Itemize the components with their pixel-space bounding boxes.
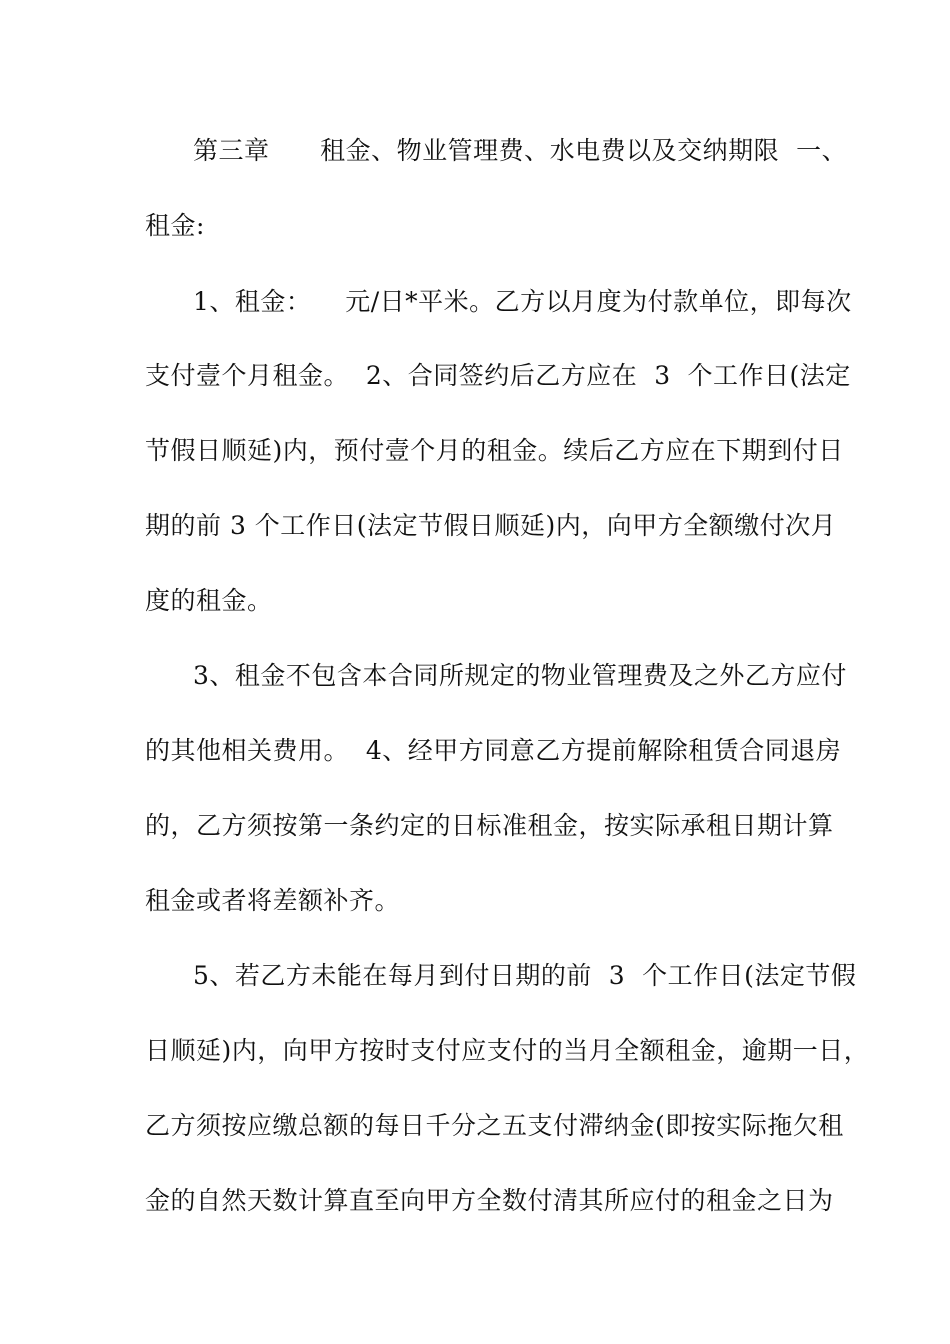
text-line: 租金: — [145, 211, 205, 240]
text-line: 5、若乙方未能在每月到付日期的前 3 个工作日(法定节假 — [193, 961, 857, 990]
text-line: 支付壹个月租金。 2、合同签约后乙方应在 3 个工作日(法定 — [145, 361, 851, 390]
text-line: 租金或者将差额补齐。 — [145, 886, 401, 915]
text-line: 的，乙方须按第一条约定的日标准租金，按实际承租日期计算 — [145, 811, 834, 840]
text-line: 日顺延)内，向甲方按时支付应支付的当月全额租金，逾期一日， — [145, 1036, 870, 1065]
text-line: 节假日顺延)内，预付壹个月的租金。续后乙方应在下期到付日 — [145, 436, 844, 465]
text-line: 度的租金。 — [145, 586, 273, 615]
text-line: 金的自然天数计算直至向甲方全数付清其所应付的租金之日为 — [145, 1186, 834, 1215]
text-line: 期的前 3 个工作日(法定节假日顺延)内，向甲方全额缴付次月 — [145, 511, 837, 540]
text-line: 3、租金不包含本合同所规定的物业管理费及之外乙方应付 — [193, 661, 847, 690]
chapter-heading-line: 第三章 租金、物业管理费、水电费以及交纳期限 一、 — [193, 136, 848, 165]
text-line: 的其他相关费用。 4、经甲方同意乙方提前解除租赁合同退房 — [145, 736, 842, 765]
text-line: 1、租金： 元/日*平米。乙方以月度为付款单位，即每次 — [193, 287, 852, 316]
text-line: 乙方须按应缴总额的每日千分之五支付滞纳金(即按实际拖欠租 — [145, 1111, 844, 1140]
